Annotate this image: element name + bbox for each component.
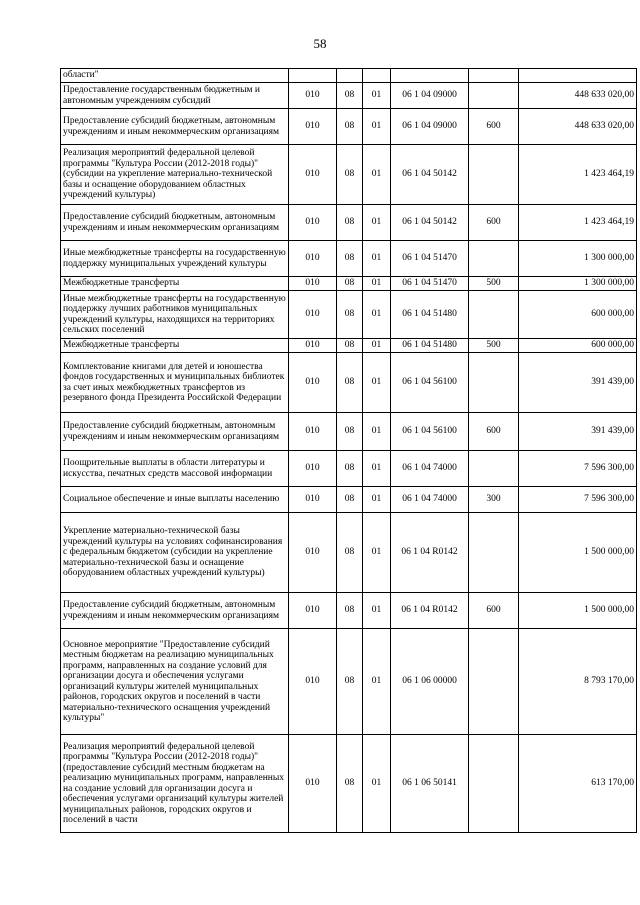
amount: 1 423 464,19 xyxy=(519,205,637,241)
section-code: 08 xyxy=(337,451,363,487)
admin-code: 010 xyxy=(289,513,337,593)
target-article-code: 06 1 04 09000 xyxy=(391,109,469,145)
row-name: Основное мероприятие "Предоставление субсидий местным бюджетам на реализацию муниципальных программ, направленных на создание условий для организации досуга и обеспечения услугами организаций культуры жителей муниципальных районов, городских округов и поселений в части материально-технического оснащения учреждений культуры" xyxy=(61,629,289,735)
budget-table xyxy=(60,68,637,833)
expense-type-code xyxy=(469,145,519,205)
target-article-code: 06 1 06 50141 xyxy=(391,735,469,833)
section-code: 08 xyxy=(337,413,363,451)
section-code: 08 xyxy=(337,83,363,109)
row-name: Комплектование книгами для детей и юношества фондов государственных и муниципальных библиотек за счет иных межбюджетных трансфертов из резервного фонда Президента Российской Федерации xyxy=(61,353,289,413)
page-number: 58 xyxy=(313,36,327,51)
amount: 600 000,00 xyxy=(519,291,637,339)
target-article-code xyxy=(391,69,469,83)
row-name: Иные межбюджетные трансферты на государственную поддержку муниципальных учреждений культуры xyxy=(61,241,289,277)
section-code: 08 xyxy=(337,277,363,291)
expense-type-code: 300 xyxy=(469,487,519,513)
row-name: Укрепление материально-технической базы учреждений культуры на условиях софинансирования с федеральным бюджетом (субсидии на укрепление материально-технической базы и оснащение оборудованием областных учреждений культуры) xyxy=(61,513,289,593)
table-row xyxy=(61,339,637,353)
row-name: Реализация мероприятий федеральной целевой программы "Культура России (2012-2018 годы)" (предоставление субсидий местным бюджетам на реализацию муниципальных программ, направленных на создание условий для организации досуга и обеспечения услугами организаций культуры жителей муниципальных районов, городских округов и поселений в части xyxy=(61,735,289,833)
amount: 448 633 020,00 xyxy=(519,109,637,145)
table-row xyxy=(61,353,637,413)
row-name: Реализация мероприятий федеральной целевой программы "Культура России (2012-2018 годы)" (субсидии на укрепление материально-технической базы и оснащение оборудованием областных учреждений культуры) xyxy=(61,145,289,205)
admin-code: 010 xyxy=(289,339,337,353)
target-article-code: 06 1 04 56100 xyxy=(391,413,469,451)
section-code: 08 xyxy=(337,487,363,513)
subsection-code: 01 xyxy=(363,291,391,339)
expense-type-code: 600 xyxy=(469,109,519,145)
row-name: области" xyxy=(61,69,289,83)
amount: 7 596 300,00 xyxy=(519,487,637,513)
target-article-code: 06 1 04 50142 xyxy=(391,145,469,205)
amount: 391 439,00 xyxy=(519,353,637,413)
table-row xyxy=(61,513,637,593)
amount: 1 300 000,00 xyxy=(519,277,637,291)
table-row xyxy=(61,109,637,145)
subsection-code: 01 xyxy=(363,413,391,451)
admin-code: 010 xyxy=(289,487,337,513)
expense-type-code: 500 xyxy=(469,339,519,353)
expense-type-code xyxy=(469,629,519,735)
expense-type-code xyxy=(469,353,519,413)
section-code xyxy=(337,69,363,83)
admin-code: 010 xyxy=(289,291,337,339)
admin-code xyxy=(289,69,337,83)
amount: 1 300 000,00 xyxy=(519,241,637,277)
target-article-code: 06 1 04 09000 xyxy=(391,83,469,109)
subsection-code: 01 xyxy=(363,451,391,487)
expense-type-code xyxy=(469,451,519,487)
target-article-code: 06 1 04 R0142 xyxy=(391,593,469,629)
section-code: 08 xyxy=(337,291,363,339)
subsection-code: 01 xyxy=(363,513,391,593)
admin-code: 010 xyxy=(289,413,337,451)
target-article-code: 06 1 04 74000 xyxy=(391,487,469,513)
row-name: Социальное обеспечение и иные выплаты населению xyxy=(61,487,289,513)
row-name: Межбюджетные трансферты xyxy=(61,339,289,353)
row-name: Предоставление субсидий бюджетным, автономным учреждениям и иным некоммерческим организациям xyxy=(61,593,289,629)
section-code: 08 xyxy=(337,339,363,353)
admin-code: 010 xyxy=(289,451,337,487)
target-article-code: 06 1 04 74000 xyxy=(391,451,469,487)
expense-type-code xyxy=(469,83,519,109)
admin-code: 010 xyxy=(289,353,337,413)
amount: 448 633 020,00 xyxy=(519,83,637,109)
expense-type-code xyxy=(469,735,519,833)
expense-type-code: 600 xyxy=(469,593,519,629)
table-row xyxy=(61,205,637,241)
row-name: Иные межбюджетные трансферты на государственную поддержку лучших работников муниципальных учреждений культуры, находящихся на территориях сельских поселений xyxy=(61,291,289,339)
section-code: 08 xyxy=(337,205,363,241)
section-code: 08 xyxy=(337,241,363,277)
target-article-code: 06 1 04 50142 xyxy=(391,205,469,241)
table-row xyxy=(61,735,637,833)
expense-type-code xyxy=(469,291,519,339)
amount: 1 500 000,00 xyxy=(519,513,637,593)
amount: 7 596 300,00 xyxy=(519,451,637,487)
amount: 1 423 464,19 xyxy=(519,145,637,205)
admin-code: 010 xyxy=(289,83,337,109)
section-code: 08 xyxy=(337,593,363,629)
subsection-code: 01 xyxy=(363,487,391,513)
table-row xyxy=(61,629,637,735)
row-name: Предоставление субсидий бюджетным, автономным учреждениям и иным некоммерческим организациям xyxy=(61,205,289,241)
table-row xyxy=(61,291,637,339)
subsection-code xyxy=(363,69,391,83)
target-article-code: 06 1 04 51470 xyxy=(391,241,469,277)
table-row xyxy=(61,69,637,83)
target-article-code: 06 1 04 51480 xyxy=(391,339,469,353)
section-code: 08 xyxy=(337,145,363,205)
subsection-code: 01 xyxy=(363,241,391,277)
expense-type-code: 600 xyxy=(469,413,519,451)
subsection-code: 01 xyxy=(363,83,391,109)
admin-code: 010 xyxy=(289,109,337,145)
amount: 613 170,00 xyxy=(519,735,637,833)
table-row xyxy=(61,413,637,451)
target-article-code: 06 1 04 51470 xyxy=(391,277,469,291)
section-code: 08 xyxy=(337,353,363,413)
admin-code: 010 xyxy=(289,145,337,205)
subsection-code: 01 xyxy=(363,353,391,413)
table-body xyxy=(61,69,637,833)
section-code: 08 xyxy=(337,629,363,735)
target-article-code: 06 1 04 56100 xyxy=(391,353,469,413)
subsection-code: 01 xyxy=(363,629,391,735)
row-name: Предоставление государственным бюджетным и автономным учреждениям субсидий xyxy=(61,83,289,109)
subsection-code: 01 xyxy=(363,593,391,629)
expense-type-code xyxy=(469,69,519,83)
row-name: Предоставление субсидий бюджетным, автономным учреждениям и иным некоммерческим организациям xyxy=(61,413,289,451)
amount xyxy=(519,69,637,83)
subsection-code: 01 xyxy=(363,109,391,145)
subsection-code: 01 xyxy=(363,339,391,353)
section-code: 08 xyxy=(337,735,363,833)
section-code: 08 xyxy=(337,513,363,593)
admin-code: 010 xyxy=(289,735,337,833)
section-code: 08 xyxy=(337,109,363,145)
table-row xyxy=(61,487,637,513)
table-row xyxy=(61,83,637,109)
subsection-code: 01 xyxy=(363,735,391,833)
expense-type-code: 500 xyxy=(469,277,519,291)
row-name: Межбюджетные трансферты xyxy=(61,277,289,291)
amount: 600 000,00 xyxy=(519,339,637,353)
subsection-code: 01 xyxy=(363,205,391,241)
table-row xyxy=(61,145,637,205)
amount: 1 500 000,00 xyxy=(519,593,637,629)
table-row xyxy=(61,593,637,629)
admin-code: 010 xyxy=(289,205,337,241)
subsection-code: 01 xyxy=(363,145,391,205)
admin-code: 010 xyxy=(289,241,337,277)
expense-type-code xyxy=(469,241,519,277)
admin-code: 010 xyxy=(289,629,337,735)
target-article-code: 06 1 04 R0142 xyxy=(391,513,469,593)
table-row xyxy=(61,277,637,291)
target-article-code: 06 1 06 00000 xyxy=(391,629,469,735)
row-name: Предоставление субсидий бюджетным, автономным учреждениям и иным некоммерческим организациям xyxy=(61,109,289,145)
table-row xyxy=(61,241,637,277)
row-name: Поощрительные выплаты в области литературы и искусства, печатных средств массовой информации xyxy=(61,451,289,487)
amount: 391 439,00 xyxy=(519,413,637,451)
target-article-code: 06 1 04 51480 xyxy=(391,291,469,339)
admin-code: 010 xyxy=(289,593,337,629)
subsection-code: 01 xyxy=(363,277,391,291)
amount: 8 793 170,00 xyxy=(519,629,637,735)
table-row xyxy=(61,451,637,487)
admin-code: 010 xyxy=(289,277,337,291)
expense-type-code xyxy=(469,513,519,593)
expense-type-code: 600 xyxy=(469,205,519,241)
